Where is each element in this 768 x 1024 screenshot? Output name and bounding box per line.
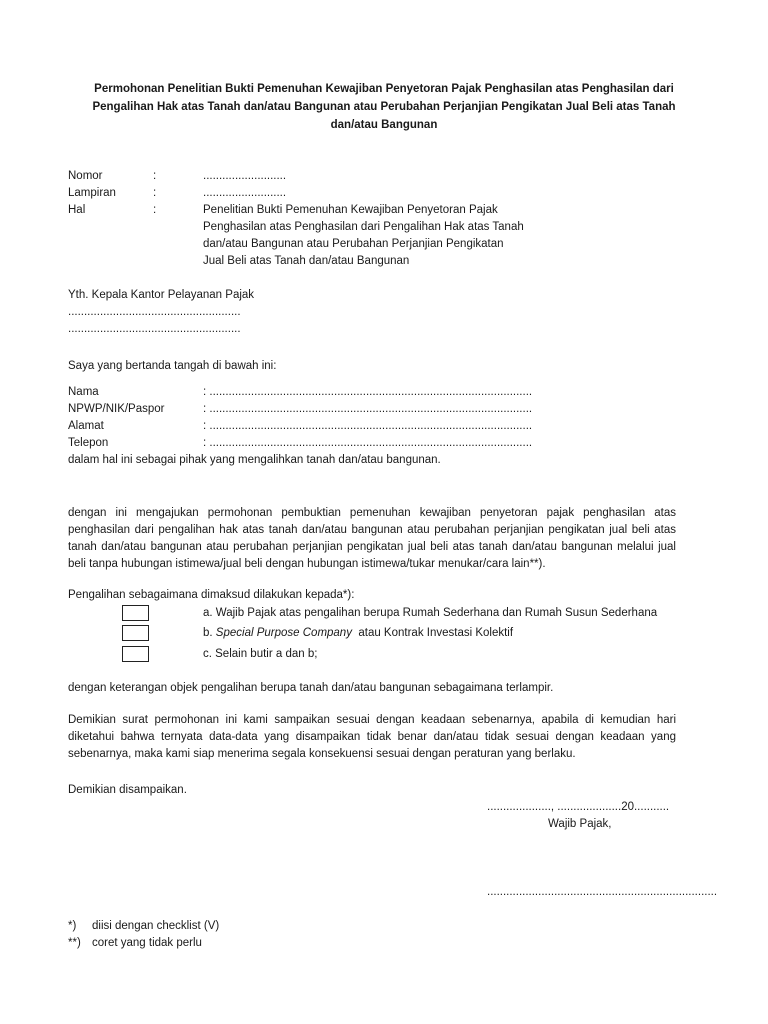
document-title: [70, 80, 698, 134]
option-b-suffix: atau Kontrak Investasi Kolektif: [351, 627, 514, 639]
option-a-label: a. Wajib Pajak atas pengalihan berupa Rumah Sederhana dan Rumah Susun Sederhana: [203, 607, 658, 619]
object-note: dengan keterangan objek pengalihan berupa tanah dan/atau bangunan sebagaimana terlampir.: [68, 682, 554, 694]
closing-text: Demikian disampaikan.: [68, 784, 187, 796]
party-note: dalam hal ini sebagai pihak yang mengalihkan tanah dan/atau bangunan.: [68, 454, 441, 466]
request-paragraph: dengan ini mengajukan permohonan pembuktian pemenuhan kewajiban penyetoran pajak penghasilan atas penghasilan dari pengalihan hak atas tanah dan/atau bangunan atau perubahan perjanjian pengikatan jual beli atas tanah dan/atau bangunan atau perubahan perjanjian pengikatan jual beli atas tanah dan/atau bangunan melalui jual beli tanpa hubungan istimewa/jual beli dengan hubungan istimewa/tukar menukar/cara lain**).: [68, 507, 676, 570]
hal-label: Hal: [68, 204, 86, 216]
nama-label: Nama: [68, 386, 99, 398]
addressee-line-2: ......................................................: [68, 306, 241, 318]
intro-text: Saya yang bertanda tangah di bawah ini:: [68, 360, 277, 372]
hal-colon: :: [153, 204, 157, 216]
checkbox-option-a[interactable]: [122, 605, 149, 621]
hal-line-1: Penelitian Bukti Pemenuhan Kewajiban Penyetoran Pajak: [203, 204, 498, 216]
npwp-label: NPWP/NIK/Paspor: [68, 403, 165, 415]
lampiran-colon: :: [153, 187, 157, 199]
npwp-field: : .....................................................................................................: [203, 403, 533, 415]
lampiran-value: ..........................: [203, 187, 287, 199]
title-line-1: Permohonan Penelitian Bukti Pemenuhan Kewajiban Penyetoran Pajak Penghasilan atas Penghasilan dari: [94, 83, 674, 95]
option-b-italic: Special Purpose Company: [215, 627, 352, 639]
alamat-field: : .....................................................................................................: [203, 420, 533, 432]
signature-role: Wajib Pajak,: [548, 818, 612, 830]
nomor-colon: :: [153, 170, 157, 182]
checkbox-option-b[interactable]: [122, 625, 149, 641]
nama-field: : .....................................................................................................: [203, 386, 533, 398]
telepon-field: : .....................................................................................................: [203, 437, 533, 449]
place-date: ...................., ....................20...........: [487, 801, 670, 813]
title-line-2: Pengalihan Hak atas Tanah dan/atau Bangunan atau Perubahan Perjanjian Pengikatan Jual Beli atas Tanah: [92, 101, 676, 113]
nomor-value: ..........................: [203, 170, 287, 182]
option-c-label: c. Selain butir a dan b;: [203, 648, 318, 660]
title-line-3: dan/atau Bangunan: [330, 119, 438, 131]
addressee-line-1: Yth. Kepala Kantor Pelayanan Pajak: [68, 289, 255, 301]
telepon-label: Telepon: [68, 437, 109, 449]
options-heading: Pengalihan sebagaimana dimaksud dilakukan kepada*):: [68, 589, 355, 601]
signature-name-line: ........................................................................: [487, 886, 718, 898]
option-b-prefix: b.: [203, 627, 216, 639]
footnote-2-text: coret yang tidak perlu: [92, 937, 202, 949]
hal-line-3: dan/atau Bangunan atau Perubahan Perjanjian Pengikatan: [203, 238, 504, 250]
lampiran-label: Lampiran: [68, 187, 116, 199]
addressee-line-3: ......................................................: [68, 323, 241, 335]
alamat-label: Alamat: [68, 420, 104, 432]
checkbox-option-c[interactable]: [122, 646, 149, 662]
closing-paragraph: Demikian surat permohonan ini kami sampaikan sesuai dengan keadaan sebenarnya, apabila di kemudian hari diketahui bahwa ternyata data-data yang disampaikan tidak benar dan/atau tidak sesuai dengan keadaan yang sebenarnya, maka kami siap menerima segala konsekuensi sesuai dengan peraturan yang berlaku.: [68, 714, 676, 760]
hal-line-2: Penghasilan atas Penghasilan dari Pengalihan Hak atas Tanah: [203, 221, 524, 233]
footnote-2-mark: **): [68, 937, 81, 949]
nomor-label: Nomor: [68, 170, 103, 182]
option-b-label: [203, 625, 513, 642]
footnote-1-text: diisi dengan checklist (V): [92, 920, 220, 932]
hal-line-4: Jual Beli atas Tanah dan/atau Bangunan: [203, 255, 410, 267]
footnote-1-mark: *): [68, 920, 77, 932]
